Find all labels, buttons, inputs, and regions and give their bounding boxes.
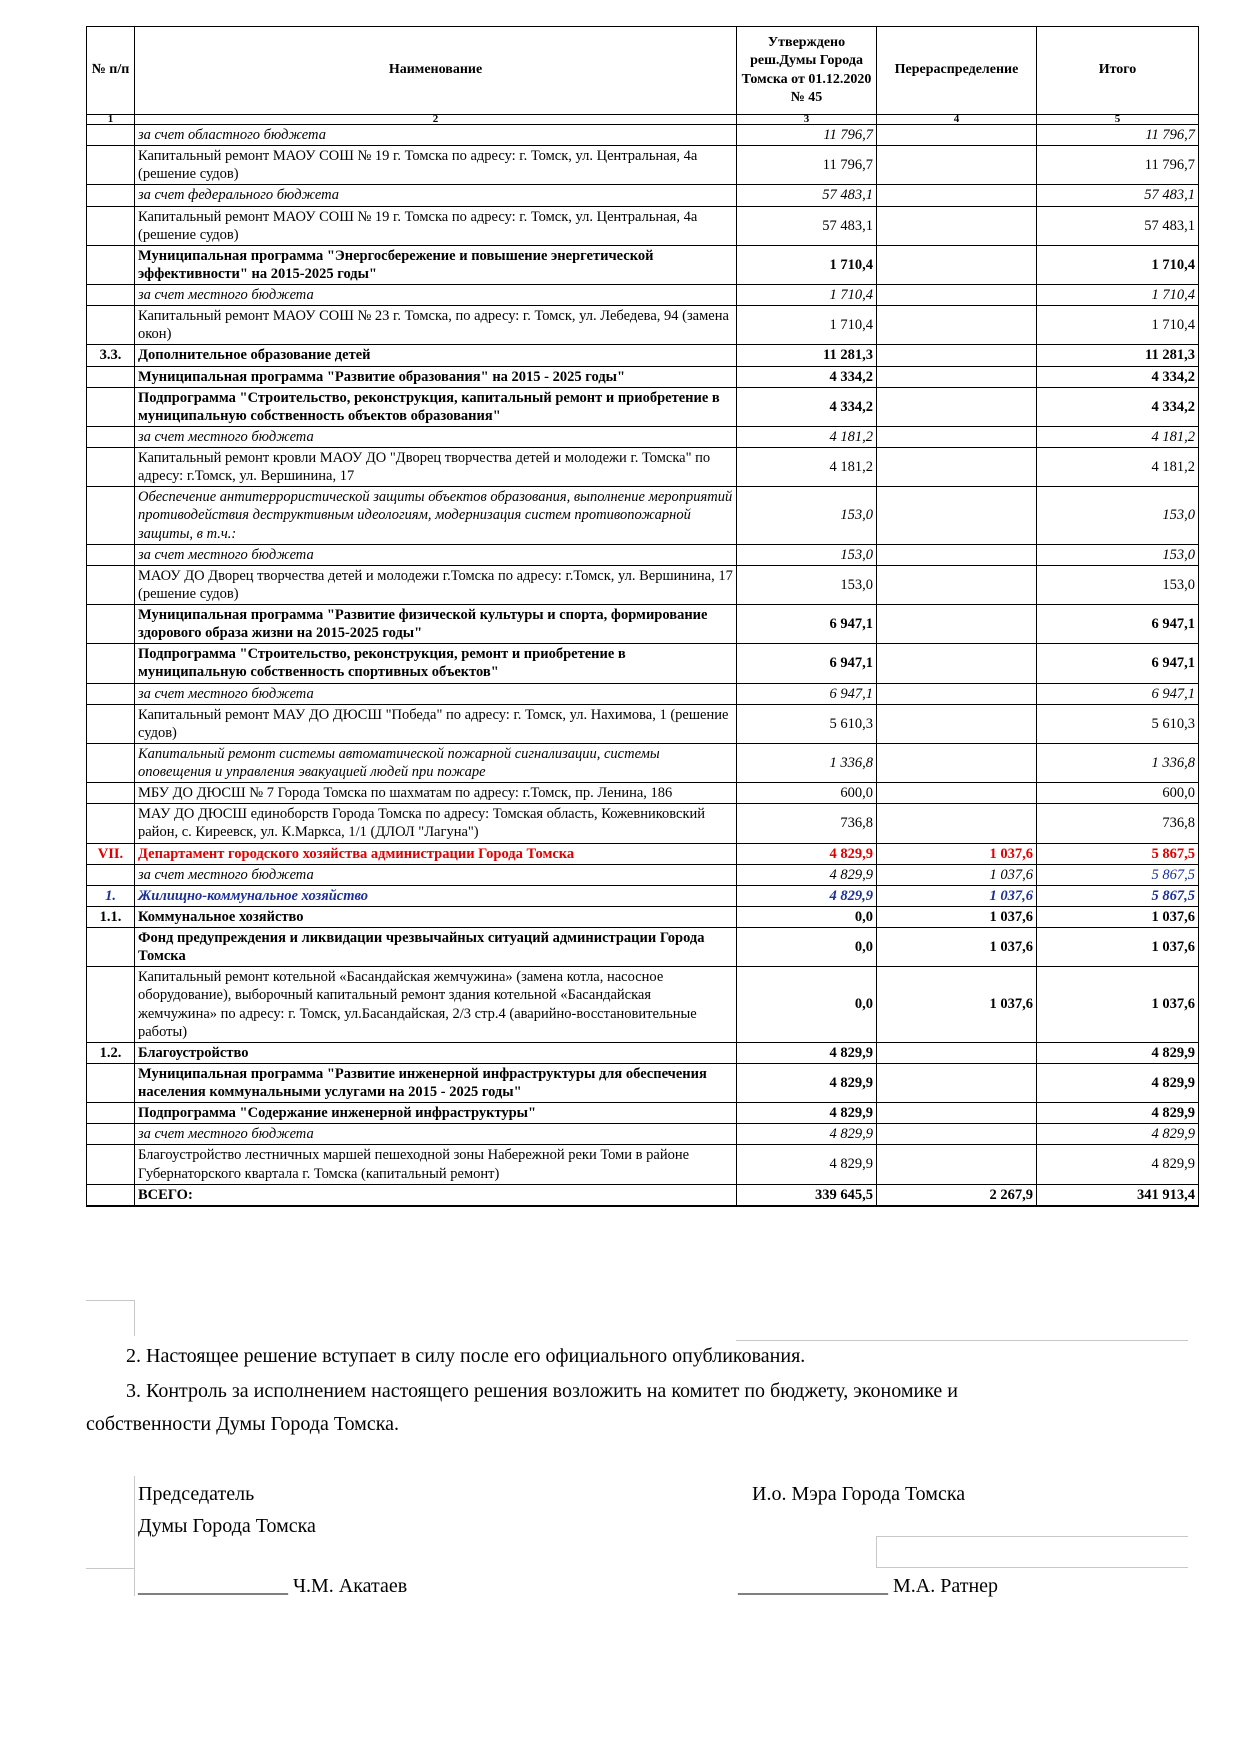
- row-total: 57 483,1: [1037, 185, 1199, 206]
- row-approved: 4 829,9: [737, 885, 877, 906]
- row-number: [87, 387, 135, 426]
- row-approved: 736,8: [737, 804, 877, 843]
- row-number: [87, 783, 135, 804]
- row-redistribution: [877, 448, 1037, 487]
- signature-left-title2: Думы Города Томска: [138, 1515, 316, 1537]
- row-number: [87, 366, 135, 387]
- table-column-number-row: [87, 115, 1199, 125]
- row-redistribution: [877, 366, 1037, 387]
- row-approved: 153,0: [737, 565, 877, 604]
- row-total: 153,0: [1037, 544, 1199, 565]
- row-approved: 153,0: [737, 544, 877, 565]
- table-row: [87, 185, 1199, 206]
- signature-right-title: И.о. Мэра Города Томска: [752, 1483, 966, 1505]
- table-row: [87, 487, 1199, 544]
- table-row: [87, 125, 1199, 146]
- row-name: Жилищно-коммунальное хозяйство: [135, 885, 737, 906]
- row-redistribution: 1 037,6: [877, 885, 1037, 906]
- row-name: за счет местного бюджета: [135, 683, 737, 704]
- row-number: [87, 967, 135, 1043]
- grid-artifact: [134, 1476, 135, 1596]
- row-number: [87, 245, 135, 284]
- row-approved: 11 796,7: [737, 125, 877, 146]
- table-row: [87, 544, 1199, 565]
- row-total: 4 334,2: [1037, 366, 1199, 387]
- row-number: 3.3.: [87, 345, 135, 366]
- row-redistribution: 1 037,6: [877, 864, 1037, 885]
- row-approved: 6 947,1: [737, 605, 877, 644]
- row-name: за счет областного бюджета: [135, 125, 737, 146]
- row-approved: 4 334,2: [737, 387, 877, 426]
- table-row: [87, 783, 1199, 804]
- row-name: Подпрограмма "Строительство, реконструкция, ремонт и приобретение в муниципальную собственность спортивных объектов": [135, 644, 737, 683]
- row-name: Муниципальная программа "Развитие образования" на 2015 - 2025 годы": [135, 366, 737, 387]
- row-approved: 0,0: [737, 928, 877, 967]
- row-approved: 0,0: [737, 906, 877, 927]
- row-total: 153,0: [1037, 565, 1199, 604]
- row-redistribution: [877, 1124, 1037, 1145]
- row-total: 11 796,7: [1037, 125, 1199, 146]
- row-total: 5 867,5: [1037, 885, 1199, 906]
- table-row: [87, 245, 1199, 284]
- row-name: МАУ ДО ДЮСШ единоборств Города Томска по адресу: Томская область, Кожевниковский район, с. Киреевск, ул. К.Маркса, 1/1 (ДЛОЛ "Лагуна"): [135, 804, 737, 843]
- row-redistribution: [877, 387, 1037, 426]
- table-row: [87, 804, 1199, 843]
- row-redistribution: [877, 285, 1037, 306]
- row-redistribution: [877, 487, 1037, 544]
- row-total: 4 829,9: [1037, 1103, 1199, 1124]
- row-redistribution: 1 037,6: [877, 967, 1037, 1043]
- row-number: [87, 804, 135, 843]
- row-approved: 4 829,9: [737, 1124, 877, 1145]
- row-total: 4 181,2: [1037, 448, 1199, 487]
- row-redistribution: [877, 565, 1037, 604]
- row-total: 600,0: [1037, 783, 1199, 804]
- table-row: [87, 1124, 1199, 1145]
- row-name: за счет местного бюджета: [135, 544, 737, 565]
- table-row: [87, 605, 1199, 644]
- row-approved: 4 334,2: [737, 366, 877, 387]
- row-redistribution: [877, 125, 1037, 146]
- header-number: № п/п: [87, 27, 135, 115]
- row-number: [87, 743, 135, 782]
- row-total: 6 947,1: [1037, 605, 1199, 644]
- row-redistribution: [877, 1103, 1037, 1124]
- row-redistribution: [877, 704, 1037, 743]
- signature-right-line: _______________ М.А. Ратнер: [738, 1575, 999, 1597]
- signature-left-title1: Председатель: [138, 1483, 255, 1505]
- row-number: [87, 306, 135, 345]
- row-redistribution: [877, 804, 1037, 843]
- row-name: за счет местного бюджета: [135, 1124, 737, 1145]
- row-number: VII.: [87, 843, 135, 864]
- row-name: МАОУ ДО Дворец творчества детей и молодежи г.Томска по адресу: г.Томск, ул. Вершинина, 17 (решение судов): [135, 565, 737, 604]
- row-name: за счет федерального бюджета: [135, 185, 737, 206]
- row-number: [87, 544, 135, 565]
- row-total: 4 829,9: [1037, 1124, 1199, 1145]
- row-redistribution: [877, 1042, 1037, 1063]
- row-total: 4 334,2: [1037, 387, 1199, 426]
- column-index: 3: [737, 115, 877, 125]
- row-total: 1 037,6: [1037, 928, 1199, 967]
- row-redistribution: [877, 644, 1037, 683]
- header-approved: Утверждено реш.Думы Города Томска от 01.12.2020 № 45: [737, 27, 877, 115]
- column-index: 4: [877, 115, 1037, 125]
- row-total: 1 037,6: [1037, 967, 1199, 1043]
- row-name: за счет местного бюджета: [135, 426, 737, 447]
- signature-left-line: _______________ Ч.М. Акатаев: [138, 1575, 408, 1597]
- row-redistribution: 1 037,6: [877, 843, 1037, 864]
- row-approved: 4 829,9: [737, 1042, 877, 1063]
- row-approved: 57 483,1: [737, 185, 877, 206]
- row-name: Капитальный ремонт МАУ ДО ДЮСШ "Победа" по адресу: г. Томск, ул. Нахимова, 1 (решение судов): [135, 704, 737, 743]
- row-number: [87, 565, 135, 604]
- column-index: 5: [1037, 115, 1199, 125]
- table-row: [87, 448, 1199, 487]
- row-total: 1 710,4: [1037, 306, 1199, 345]
- table-row: [87, 967, 1199, 1043]
- row-name: Фонд предупреждения и ликвидации чрезвычайных ситуаций администрации Города Томска: [135, 928, 737, 967]
- table-row: [87, 906, 1199, 927]
- row-redistribution: [877, 146, 1037, 185]
- row-redistribution: [877, 426, 1037, 447]
- header-total: Итого: [1037, 27, 1199, 115]
- row-approved: 4 181,2: [737, 448, 877, 487]
- header-redistribution: Перераспределение: [877, 27, 1037, 115]
- row-redistribution: [877, 206, 1037, 245]
- grid-artifact: [86, 1568, 134, 1569]
- row-total: 736,8: [1037, 804, 1199, 843]
- paragraph-3-line2: собственности Думы Города Томска.: [86, 1413, 400, 1435]
- table-row: [87, 1145, 1199, 1184]
- row-name: Муниципальная программа "Развитие инженерной инфраструктуры для обеспечения населения коммунальными услугами на 2015 - 2025 годы": [135, 1063, 737, 1102]
- row-number: [87, 928, 135, 967]
- row-name: за счет местного бюджета: [135, 864, 737, 885]
- table-row: [87, 885, 1199, 906]
- row-redistribution: 1 037,6: [877, 928, 1037, 967]
- row-name: МБУ ДО ДЮСШ № 7 Города Томска по шахматам по адресу: г.Томск, пр. Ленина, 186: [135, 783, 737, 804]
- row-total: 4 829,9: [1037, 1145, 1199, 1184]
- row-approved: 1 710,4: [737, 285, 877, 306]
- grid-artifact: [876, 1567, 1188, 1568]
- row-approved: 4 829,9: [737, 864, 877, 885]
- grid-artifact: [876, 1536, 877, 1568]
- row-total: 57 483,1: [1037, 206, 1199, 245]
- row-redistribution: [877, 683, 1037, 704]
- table-row: [87, 285, 1199, 306]
- table-row: [87, 1103, 1199, 1124]
- row-redistribution: [877, 1063, 1037, 1102]
- row-approved: 339 645,5: [737, 1184, 877, 1206]
- row-approved: 11 796,7: [737, 146, 877, 185]
- header-name: Наименование: [135, 27, 737, 115]
- row-number: [87, 1184, 135, 1206]
- row-number: [87, 1063, 135, 1102]
- row-total: 5 610,3: [1037, 704, 1199, 743]
- table-row: [87, 644, 1199, 683]
- row-total: 4 181,2: [1037, 426, 1199, 447]
- row-total: 1 710,4: [1037, 285, 1199, 306]
- row-name: Капитальный ремонт котельной «Басандайская жемчужина» (замена котла, насосное оборудование), выборочный капитальный ремонт здания котельной «Басандайская жемчужина» по адресу: г. Томск, ул.Басандайская, 2/3 стр.4 (аварийно-восстановительные работы): [135, 967, 737, 1043]
- row-name: за счет местного бюджета: [135, 285, 737, 306]
- row-number: [87, 704, 135, 743]
- row-total: 11 796,7: [1037, 146, 1199, 185]
- row-number: [87, 285, 135, 306]
- table-row: [87, 1042, 1199, 1063]
- table-row: [87, 345, 1199, 366]
- table-row: [87, 743, 1199, 782]
- table-row: [87, 864, 1199, 885]
- row-total: 6 947,1: [1037, 683, 1199, 704]
- column-index: 2: [135, 115, 737, 125]
- row-name: Подпрограмма "Строительство, реконструкция, капитальный ремонт и приобретение в муниципальную собственность объектов образования": [135, 387, 737, 426]
- row-approved: 4 181,2: [737, 426, 877, 447]
- row-redistribution: 1 037,6: [877, 906, 1037, 927]
- row-redistribution: [877, 743, 1037, 782]
- row-number: [87, 683, 135, 704]
- paragraph-3-line1: 3. Контроль за исполнением настоящего решения возложить на комитет по бюджету, экономике и: [126, 1380, 959, 1402]
- row-name: Капитальный ремонт МАОУ СОШ № 23 г. Томска, по адресу: г. Томск, ул. Лебедева, 94 (замена окон): [135, 306, 737, 345]
- row-number: [87, 206, 135, 245]
- row-total: 4 829,9: [1037, 1063, 1199, 1102]
- row-name: Обеспечение антитеррористической защиты объектов образования, выполнение мероприятий противодействия деструктивным идеологиям, модернизация систем противопожарной защиты, в т.ч.:: [135, 487, 737, 544]
- row-total: 341 913,4: [1037, 1184, 1199, 1206]
- table-row: [87, 704, 1199, 743]
- column-index: 1: [87, 115, 135, 125]
- row-approved: 4 829,9: [737, 1063, 877, 1102]
- row-approved: 4 829,9: [737, 1103, 877, 1124]
- row-total: 6 947,1: [1037, 644, 1199, 683]
- row-name: Благоустройство лестничных маршей пешеходной зоны Набережной реки Томи в районе Губернаторского квартала г. Томска (капитальный ремонт): [135, 1145, 737, 1184]
- row-name: Капитальный ремонт кровли МАОУ ДО "Дворец творчества детей и молодежи г. Томска" по адресу: г.Томск, ул. Вершинина, 17: [135, 448, 737, 487]
- row-number: [87, 1124, 135, 1145]
- row-total: 4 829,9: [1037, 1042, 1199, 1063]
- row-approved: 1 710,4: [737, 245, 877, 284]
- row-name: Подпрограмма "Содержание инженерной инфраструктуры": [135, 1103, 737, 1124]
- row-number: [87, 487, 135, 544]
- row-number: [87, 1103, 135, 1124]
- row-approved: 6 947,1: [737, 644, 877, 683]
- row-number: 1.: [87, 885, 135, 906]
- table-row: [87, 1184, 1199, 1206]
- row-name: Капитальный ремонт МАОУ СОШ № 19 г. Томска по адресу: г. Томск, ул. Центральная, 4а (решение судов): [135, 206, 737, 245]
- row-approved: 153,0: [737, 487, 877, 544]
- table-row: [87, 206, 1199, 245]
- row-name: Муниципальная программа "Развитие физической культуры и спорта, формирование здорового образа жизни на 2015-2025 годы": [135, 605, 737, 644]
- row-number: [87, 426, 135, 447]
- table-row: [87, 565, 1199, 604]
- row-approved: 6 947,1: [737, 683, 877, 704]
- grid-artifact: [86, 1300, 134, 1301]
- row-total: 5 867,5: [1037, 864, 1199, 885]
- row-number: 1.1.: [87, 906, 135, 927]
- row-name: ВСЕГО:: [135, 1184, 737, 1206]
- row-name: Департамент городского хозяйства администрации Города Томска: [135, 843, 737, 864]
- row-approved: 5 610,3: [737, 704, 877, 743]
- paragraph-2: 2. Настоящее решение вступает в силу после его официального опубликования.: [126, 1345, 806, 1367]
- row-number: [87, 864, 135, 885]
- table-row: [87, 146, 1199, 185]
- row-redistribution: [877, 605, 1037, 644]
- table-row: [87, 843, 1199, 864]
- row-redistribution: [877, 306, 1037, 345]
- table-row: [87, 928, 1199, 967]
- grid-artifact: [134, 1300, 135, 1336]
- row-total: 5 867,5: [1037, 843, 1199, 864]
- table-row: [87, 366, 1199, 387]
- table-row: [87, 306, 1199, 345]
- row-approved: 1 336,8: [737, 743, 877, 782]
- row-redistribution: [877, 1145, 1037, 1184]
- row-name: Капитальный ремонт системы автоматической пожарной сигнализации, системы оповещения и управления эвакуацией людей при пожаре: [135, 743, 737, 782]
- budget-table: [86, 26, 1199, 1207]
- row-name: Коммунальное хозяйство: [135, 906, 737, 927]
- row-redistribution: [877, 544, 1037, 565]
- table-row: [87, 387, 1199, 426]
- row-number: [87, 146, 135, 185]
- row-name: Благоустройство: [135, 1042, 737, 1063]
- row-number: [87, 605, 135, 644]
- row-number: [87, 185, 135, 206]
- row-number: 1.2.: [87, 1042, 135, 1063]
- row-name: Муниципальная программа "Энергосбережение и повышение энергетической эффективности" на 2015-2025 годы": [135, 245, 737, 284]
- row-approved: 11 281,3: [737, 345, 877, 366]
- row-approved: 4 829,9: [737, 843, 877, 864]
- row-approved: 0,0: [737, 967, 877, 1043]
- row-name: Капитальный ремонт МАОУ СОШ № 19 г. Томска по адресу: г. Томск, ул. Центральная, 4а (решение судов): [135, 146, 737, 185]
- row-approved: 4 829,9: [737, 1145, 877, 1184]
- table-header-row: [87, 27, 1199, 115]
- row-redistribution: [877, 185, 1037, 206]
- row-approved: 1 710,4: [737, 306, 877, 345]
- row-redistribution: [877, 245, 1037, 284]
- row-total: 1 336,8: [1037, 743, 1199, 782]
- table-row: [87, 426, 1199, 447]
- grid-artifact: [876, 1536, 1188, 1537]
- row-name: Дополнительное образование детей: [135, 345, 737, 366]
- row-number: [87, 125, 135, 146]
- row-number: [87, 448, 135, 487]
- row-number: [87, 644, 135, 683]
- table-row: [87, 1063, 1199, 1102]
- row-approved: 57 483,1: [737, 206, 877, 245]
- row-redistribution: [877, 783, 1037, 804]
- row-total: 1 710,4: [1037, 245, 1199, 284]
- row-redistribution: 2 267,9: [877, 1184, 1037, 1206]
- row-redistribution: [877, 345, 1037, 366]
- row-total: 11 281,3: [1037, 345, 1199, 366]
- row-total: 153,0: [1037, 487, 1199, 544]
- table-row: [87, 683, 1199, 704]
- row-total: 1 037,6: [1037, 906, 1199, 927]
- row-approved: 600,0: [737, 783, 877, 804]
- row-number: [87, 1145, 135, 1184]
